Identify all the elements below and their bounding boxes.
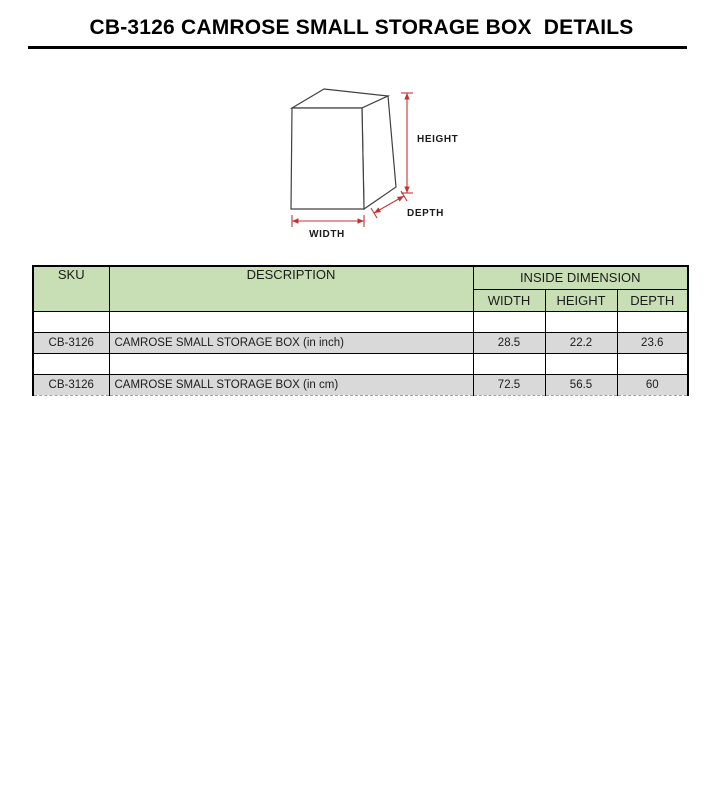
- height-dimension-arrow: [401, 93, 413, 193]
- storage-box-outline: [291, 89, 396, 209]
- cell-sku: CB-3126: [33, 374, 109, 395]
- box-front-face: [291, 108, 364, 209]
- cell-description: CAMROSE SMALL STORAGE BOX (in cm): [109, 374, 473, 395]
- cell-width: 28.5: [473, 332, 545, 353]
- box-dimension-diagram: [270, 80, 470, 245]
- column-header-inside-dimension: INSIDE DIMENSION: [473, 266, 688, 289]
- table-header-row-1: [33, 266, 688, 289]
- height-label: HEIGHT: [417, 134, 459, 145]
- cell-description: CAMROSE SMALL STORAGE BOX (in inch): [109, 332, 473, 353]
- cell-width: 72.5: [473, 374, 545, 395]
- column-header-sku: SKU: [33, 266, 109, 311]
- column-header-width: WIDTH: [473, 289, 545, 311]
- column-header-description: DESCRIPTION: [109, 266, 473, 311]
- width-dimension-arrow: [292, 215, 364, 227]
- depth-label: DEPTH: [407, 208, 444, 219]
- column-header-depth: DEPTH: [617, 289, 688, 311]
- cell-depth: 23.6: [617, 332, 688, 353]
- spacer-row: [33, 311, 688, 332]
- cell-height: 22.2: [545, 332, 617, 353]
- box-right-face: [362, 96, 396, 209]
- column-header-height: HEIGHT: [545, 289, 617, 311]
- title-underline: [28, 46, 687, 49]
- page-title: CB-3126 CAMROSE SMALL STORAGE BOX DETAILS: [89, 16, 634, 39]
- spacer-row: [33, 353, 688, 374]
- cell-sku: CB-3126: [33, 332, 109, 353]
- cell-height: 56.5: [545, 374, 617, 395]
- table-row-cm: [33, 374, 688, 395]
- cell-depth: 60: [617, 374, 688, 395]
- table-row-inch: [33, 332, 688, 353]
- dimensions-table: [32, 265, 689, 396]
- width-label: WIDTH: [309, 229, 345, 240]
